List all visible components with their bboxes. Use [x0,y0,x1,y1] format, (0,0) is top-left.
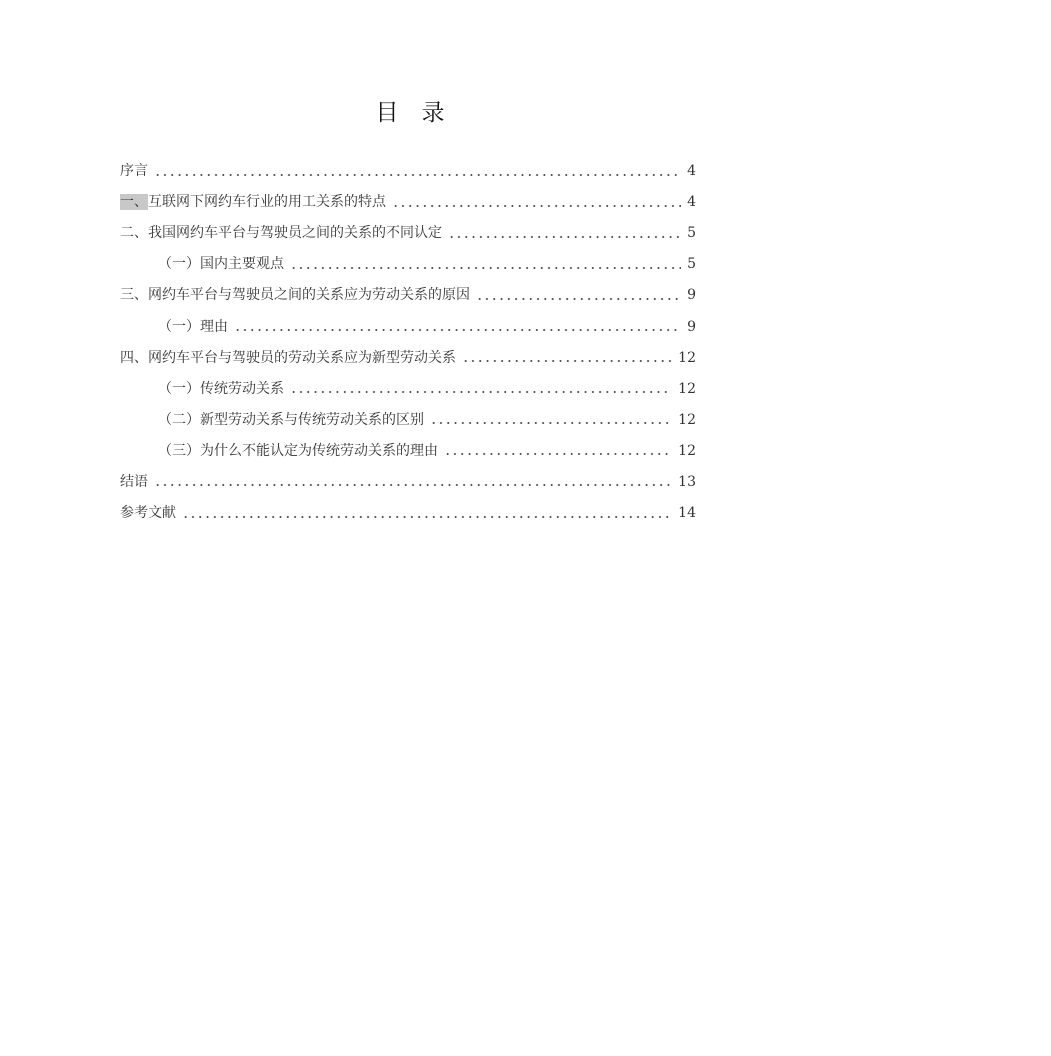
toc-entry-label: （二）新型劳动关系与传统劳动关系的区别 [158,411,424,428]
toc-page-number: 4 [687,163,696,180]
toc-entry-label: 二、我国网约车平台与驾驶员之间的关系的不同认定 [120,225,442,242]
toc-page-number: 13 [678,473,696,490]
toc-dot-leader [290,267,681,269]
toc-entry-label [120,187,386,218]
toc-subentry[interactable] [120,405,696,436]
toc-dot-leader [392,205,681,207]
toc-dot-leader [462,360,672,362]
toc-page-number: 14 [678,505,696,522]
toc-page-number: 5 [687,256,696,273]
toc-dot-leader [476,298,681,300]
toc-page-number: 12 [678,380,696,397]
toc-page-number: 9 [687,287,696,304]
toc-entry-label-text: 互联网下网约车行业的用工关系的特点 [148,194,386,211]
toc-dot-leader [430,422,672,424]
toc-entry[interactable] [120,467,696,498]
toc-entry-label: （一）理由 [158,318,228,335]
toc-subentry[interactable] [120,311,696,342]
toc-page-number: 12 [678,411,696,428]
toc-entry-label: （三）为什么不能认定为传统劳动关系的理由 [158,442,438,459]
toc-entry-label: 三、网约车平台与驾驶员之间的关系应为劳动关系的原因 [120,287,470,304]
toc-entry[interactable] [120,343,696,374]
toc-dot-leader [182,516,672,518]
toc-title: 目 录 [375,100,445,126]
toc-page-number: 4 [687,194,696,211]
toc-entry[interactable] [120,187,696,218]
toc-list [120,156,696,529]
toc-dot-leader [234,329,681,331]
toc-entry-label: （一）传统劳动关系 [158,380,284,397]
toc-entry-label: 四、网约车平台与驾驶员的劳动关系应为新型劳动关系 [120,349,456,366]
toc-entry-label: （一）国内主要观点 [158,256,284,273]
toc-entry[interactable] [120,156,696,187]
toc-entry-number-highlight: 一、 [120,194,148,211]
toc-page-number: 12 [678,349,696,366]
toc-subentry[interactable] [120,249,696,280]
toc-entry-label: 序言 [120,163,148,180]
toc-dot-leader [154,484,672,486]
toc-dot-leader [448,236,681,238]
toc-dot-leader [154,174,681,176]
toc-dot-leader [290,391,672,393]
toc-page-number: 5 [687,225,696,242]
toc-entry-label: 结语 [120,473,148,490]
toc-subentry[interactable] [120,436,696,467]
toc-entry[interactable] [120,280,696,311]
toc-dot-leader [444,453,672,455]
toc-page-number: 12 [678,442,696,459]
toc-entry[interactable] [120,218,696,249]
toc-subentry[interactable] [120,374,696,405]
toc-entry[interactable] [120,498,696,529]
toc-page-number: 9 [687,318,696,335]
toc-entry-label: 参考文献 [120,505,176,522]
